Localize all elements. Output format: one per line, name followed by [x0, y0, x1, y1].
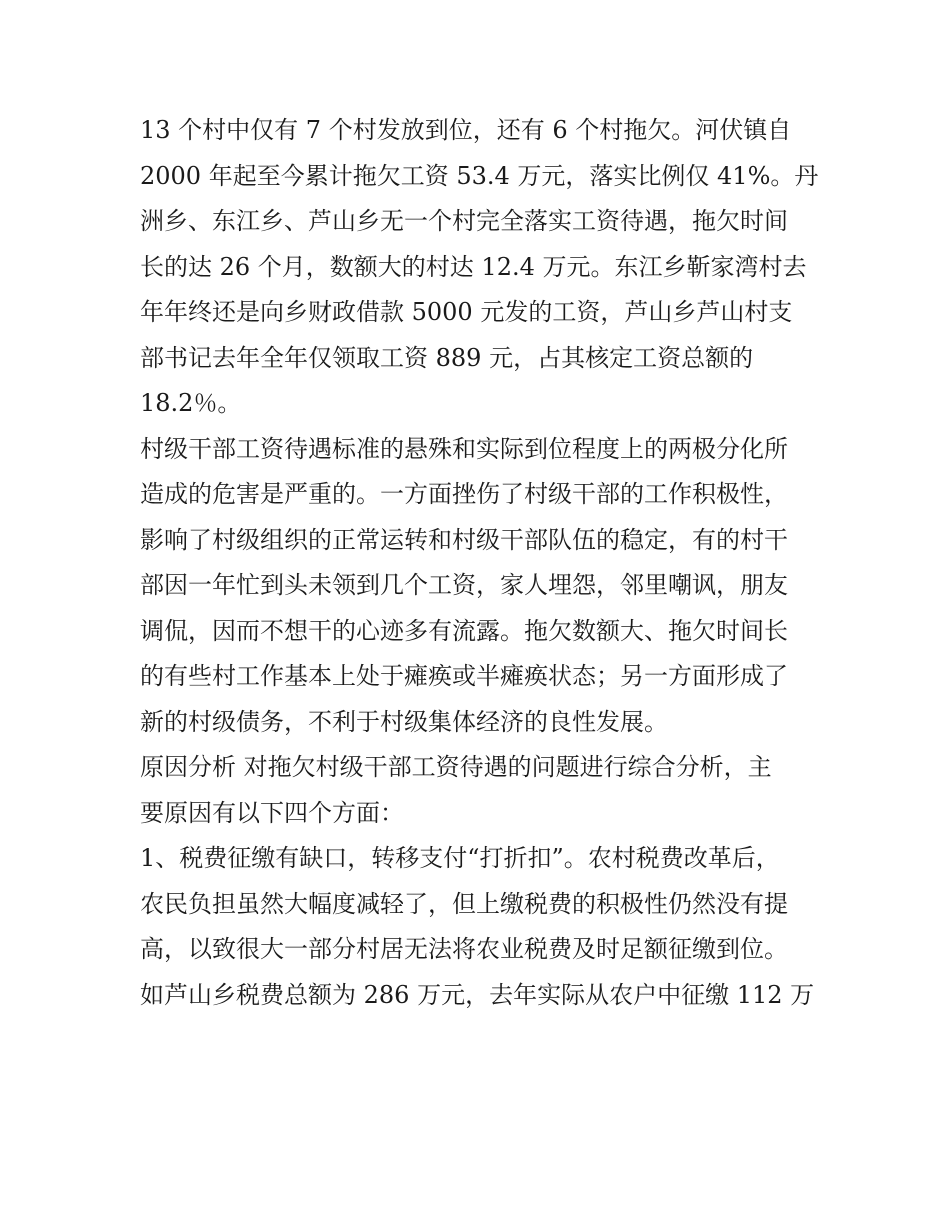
text-line: 高，以致很大一部分村居无法将农业税费及时足额征缴到位。 — [140, 935, 788, 963]
text-line: 影响了村级组织的正常运转和村级干部队伍的稳定，有的村干 — [140, 525, 788, 554]
text-line: 调侃，因而不想干的心迹多有流露。拖欠数额大、拖欠时间长 — [140, 616, 788, 645]
text-line: 年年终还是向乡财政借款 5000 元发的工资，芦山乡芦山村支 — [140, 298, 793, 326]
text-line: 洲乡、东江乡、芦山乡无一个村完全落实工资待遇，拖欠时间 — [140, 207, 788, 235]
text-line: 要原因有以下四个方面： — [140, 798, 404, 827]
text-line: 18.2％。 — [140, 389, 242, 417]
text-line: 如芦山乡税费总额为 286 万元，去年实际从农户中征缴 112 万 — [140, 980, 815, 1009]
text-line: 13 个村中仅有 7 个村发放到位，还有 6 个村拖欠。河伏镇自 — [140, 116, 792, 144]
text-line: 2000 年起至今累计拖欠工资 53.4 万元，落实比例仅 41%。丹 — [140, 161, 819, 190]
text-line: 造成的危害是严重的。一方面挫伤了村级干部的工作积极性， — [140, 480, 788, 508]
text-line: 新的村级债务，不利于村级集体经济的良性发展。 — [140, 707, 668, 736]
text-line: 部因一年忙到头未领到几个工资，家人埋怨，邻里嘲讽，朋友 — [140, 571, 788, 599]
text-line: 农民负担虽然大幅度减轻了，但上缴税费的积极性仍然没有提 — [140, 889, 788, 918]
document-body — [140, 108, 830, 1018]
text-line: 村级干部工资待遇标准的悬殊和实际到位程度上的两极分化所 — [140, 434, 788, 463]
text-line: 原因分析 对拖欠村级干部工资待遇的问题进行综合分析，主 — [140, 753, 772, 781]
text-line: 1、税费征缴有缺口，转移支付“打折扣”。农村税费改革后， — [140, 844, 780, 872]
text-line: 的有些村工作基本上处于瘫痪或半瘫痪状态；另一方面形成了 — [140, 662, 788, 690]
text-line: 长的达 26 个月，数额大的村达 12.4 万元。东江乡靳家湾村去 — [140, 252, 807, 281]
text-line: 部书记去年全年仅领取工资 889 元，占其核定工资总额的 — [140, 343, 754, 372]
